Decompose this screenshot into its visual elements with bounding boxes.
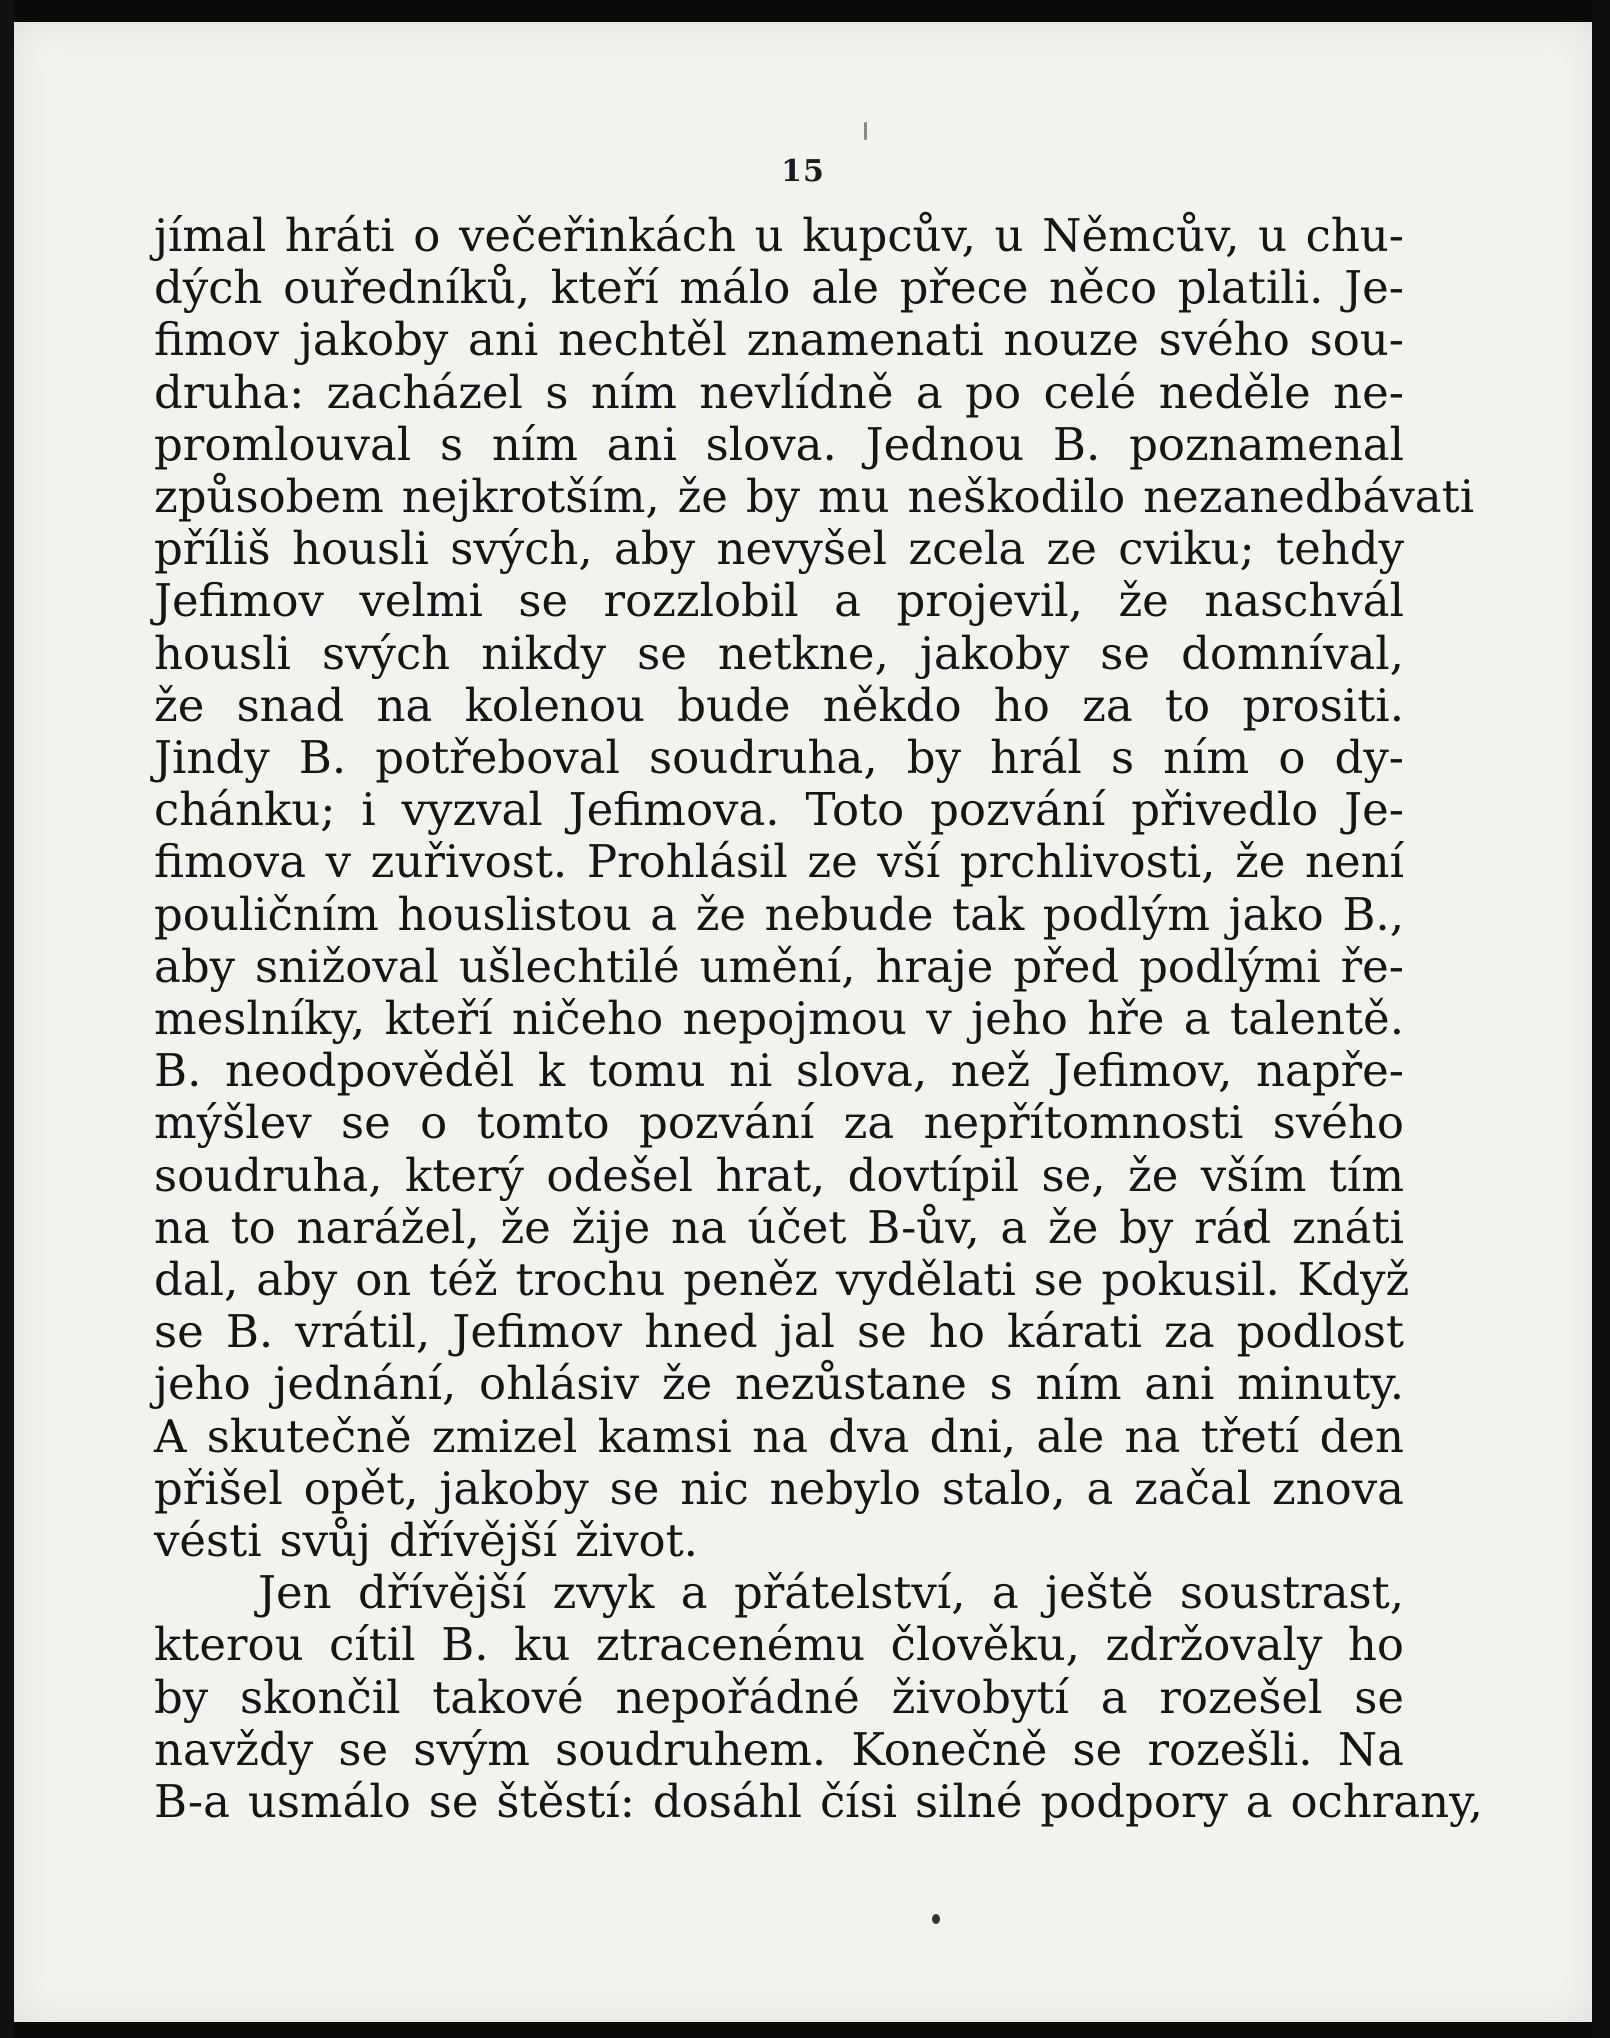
scan-mark (864, 122, 867, 140)
text-line: pouličním houslistou a že nebude tak podlým jako B., (154, 887, 1404, 941)
text-line: B-a usmálo se štěstí: dosáhl čísi silné podpory a ochrany, (154, 1775, 1483, 1829)
text-line: B. neodpověděl k tomu ni slova, než Jefimov, napře- (154, 1044, 1404, 1098)
text-line: housli svých nikdy se netkne, jakoby se domníval, (154, 626, 1404, 680)
page-number: 15 (781, 154, 825, 189)
text-line: způsobem nejkrotším, že by mu neškodilo nezanedbávati (154, 470, 1475, 524)
text-line: že snad na kolenou bude někdo ho za to prositi. (154, 678, 1404, 732)
text-line: mýšlev se o tomto pozvání za nepřítomnosti svého (154, 1096, 1404, 1150)
text-line: kterou cítil B. ku ztracenému člověku, zdržovaly ho (154, 1618, 1404, 1672)
text-line: aby snižoval ušlechtilé umění, hraje před podlými ře- (154, 939, 1404, 993)
text-line: promlouval s ním ani slova. Jednou B. poznamenal (154, 417, 1404, 471)
paragraph-end-line: vésti svůj dřívější život. (154, 1514, 698, 1568)
text-line: příliš housli svých, aby nevyšel zcela ze cviku; tehdy (154, 522, 1404, 576)
text-line: na to narážel, že žije na účet B-ův, a že by rád znáti (154, 1200, 1404, 1254)
text-line: A skutečně zmizel kamsi na dva dni, ale na třetí den (154, 1409, 1404, 1463)
text-line: fimova v zuřivost. Prohlásil ze vší prchlivosti, že není (154, 835, 1404, 889)
text-line: druha: zacházel s ním nevlídně a po celé neděle ne- (154, 365, 1404, 419)
scan-top-border (0, 0, 1610, 22)
text-line: Jefimov velmi se rozzlobil a projevil, že naschvál (154, 574, 1404, 628)
scan-left-border (0, 0, 14, 2038)
paragraph-start-line: Jen dřívější zvyk a přátelství, a ještě soustrast, (258, 1566, 1404, 1620)
scan-right-border (1592, 0, 1610, 2038)
text-line: dých ouředníků, kteří málo ale přece něco platili. Je- (154, 261, 1404, 315)
text-line: se B. vrátil, Jefimov hned jal se ho kárati za podlost (154, 1305, 1404, 1359)
text-line: by skončil takové nepořádné živobytí a rozešel se (154, 1670, 1404, 1724)
text-line: soudruha, který odešel hrat, dovtípil se, že vším tím (154, 1148, 1404, 1202)
text-line: navždy se svým soudruhem. Konečně se rozešli. Na (154, 1722, 1404, 1776)
text-line: Jindy B. potřeboval soudruha, by hrál s ním o dy- (154, 731, 1404, 785)
text-line: jeho jednání, ohlásiv že nezůstane s ním ani minuty. (154, 1357, 1404, 1411)
text-line: přišel opět, jakoby se nic nebylo stalo, a začal znova (154, 1461, 1404, 1515)
text-line: chánku; i vyzval Jefimova. Toto pozvání přivedlo Je- (154, 783, 1404, 837)
body-text (154, 209, 1483, 1829)
ink-speck (932, 1914, 940, 1924)
text-line: meslníky, kteří ničeho nepojmou v jeho hře a talentě. (154, 992, 1404, 1046)
text-line: fimov jakoby ani nechtěl znamenati nouze svého sou- (154, 313, 1404, 367)
text-line: dal, aby on též trochu peněz vydělati se pokusil. Když (154, 1253, 1410, 1307)
text-line: jímal hráti o večeřinkách u kupcův, u Němcův, u chu- (154, 209, 1404, 262)
